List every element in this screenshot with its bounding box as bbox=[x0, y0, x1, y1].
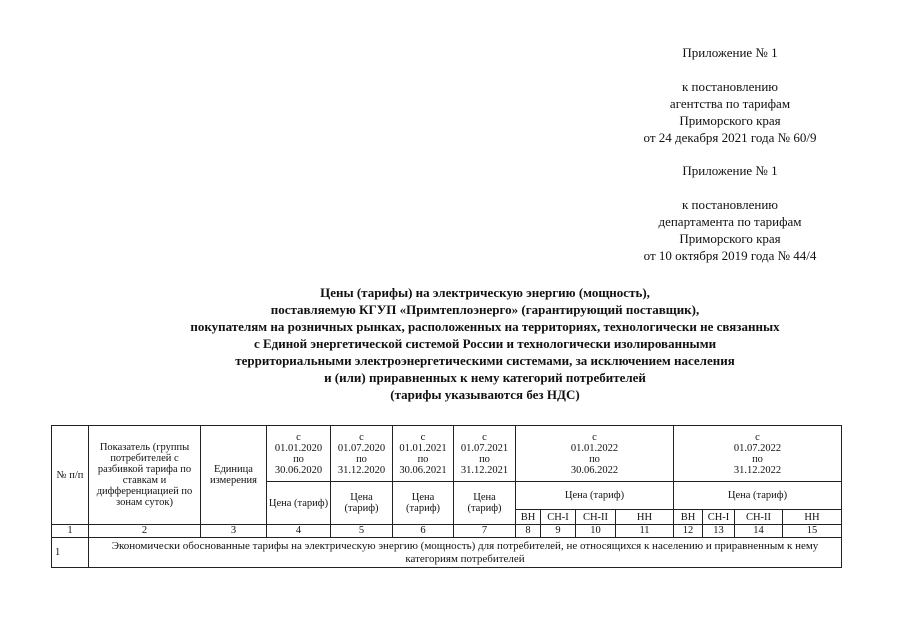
annex-previous-line1: к постановлению bbox=[681, 197, 779, 212]
period-header-wide: с 01.07.2022 по 31.12.2022 bbox=[674, 426, 842, 482]
voltage-sn2: СН-II bbox=[735, 510, 783, 525]
column-number: 3 bbox=[201, 525, 267, 538]
title-line: (тарифы указываются без НДС) bbox=[390, 387, 580, 402]
annex-previous bbox=[610, 162, 850, 264]
voltage-vn: ВН bbox=[516, 510, 541, 525]
row-number: 1 bbox=[52, 538, 89, 568]
period-header: с 01.07.2021 по 31.12.2021 bbox=[454, 426, 516, 482]
col-indicator-header: Показатель (группы потребителей с разбивкой тарифа по ставкам и дифференциацией по зонам суток) bbox=[89, 426, 201, 525]
column-number: 10 bbox=[576, 525, 616, 538]
annex-current-line1: к постановлению bbox=[681, 79, 779, 94]
period-header-wide: с 01.01.2022 по 30.06.2022 bbox=[516, 426, 674, 482]
column-number: 6 bbox=[393, 525, 454, 538]
title-line: Цены (тарифы) на электрическую энергию (мощность), bbox=[320, 285, 650, 300]
column-number: 2 bbox=[89, 525, 201, 538]
title-line: с Единой энергетической системой России и технологически изолированными bbox=[253, 336, 717, 351]
column-number: 1 bbox=[52, 525, 89, 538]
annex-previous-line4: от 10 октября 2019 года № 44/4 bbox=[643, 248, 817, 263]
annex-current bbox=[610, 44, 850, 146]
document-title bbox=[60, 284, 905, 403]
price-subheader: Цена (тариф) bbox=[267, 482, 331, 525]
column-number: 12 bbox=[674, 525, 703, 538]
col-num-header: № п/п bbox=[52, 426, 89, 525]
period-header: с 01.01.2020 по 30.06.2020 bbox=[267, 426, 331, 482]
price-subheader: Цена (тариф) bbox=[454, 482, 516, 525]
period-header: с 01.01.2021 по 30.06.2021 bbox=[393, 426, 454, 482]
column-number: 9 bbox=[541, 525, 576, 538]
price-subheader: Цена (тариф) bbox=[393, 482, 454, 525]
voltage-nn: НН bbox=[783, 510, 842, 525]
table-row bbox=[52, 538, 842, 568]
column-number: 14 bbox=[735, 525, 783, 538]
voltage-nn: НН bbox=[616, 510, 674, 525]
annex-previous-line2: департамента по тарифам bbox=[658, 214, 802, 229]
title-line: поставляемую КГУП «Примтеплоэнерго» (гарантирующий поставщик), bbox=[270, 302, 700, 317]
title-line: территориальными электроэнергетическими системами, за исключением населения bbox=[235, 353, 735, 368]
title-line: и (или) приравненных к нему категорий потребителей bbox=[324, 370, 646, 385]
annex-current-line4: от 24 декабря 2021 года № 60/9 bbox=[643, 130, 817, 145]
voltage-sn2: СН-II bbox=[576, 510, 616, 525]
row-description: Экономически обоснованные тарифы на электрическую энергию (мощность) для потребителей, не относящихся к населению и приравненным к нему категориям потребителей bbox=[89, 538, 842, 568]
column-number: 4 bbox=[267, 525, 331, 538]
annex-current-title: Приложение № 1 bbox=[682, 45, 778, 60]
tariff-table bbox=[51, 425, 842, 568]
price-subheader: Цена (тариф) bbox=[516, 482, 674, 510]
column-number: 5 bbox=[331, 525, 393, 538]
column-number: 11 bbox=[616, 525, 674, 538]
column-number: 15 bbox=[783, 525, 842, 538]
annex-current-line2: агентства по тарифам bbox=[669, 96, 791, 111]
column-number: 13 bbox=[703, 525, 735, 538]
voltage-sn1: СН-I bbox=[703, 510, 735, 525]
period-header: с 01.07.2020 по 31.12.2020 bbox=[331, 426, 393, 482]
annex-current-line3: Приморского края bbox=[679, 113, 781, 128]
col-unit-header: Единица измерения bbox=[201, 426, 267, 525]
column-number: 7 bbox=[454, 525, 516, 538]
price-subheader: Цена (тариф) bbox=[331, 482, 393, 525]
annex-previous-line3: Приморского края bbox=[679, 231, 781, 246]
price-subheader: Цена (тариф) bbox=[674, 482, 842, 510]
column-number: 8 bbox=[516, 525, 541, 538]
voltage-vn: ВН bbox=[674, 510, 703, 525]
annex-previous-title: Приложение № 1 bbox=[682, 163, 778, 178]
title-line: покупателям на розничных рынках, расположенных на территориях, технологически не связанных bbox=[190, 319, 780, 334]
voltage-sn1: СН-I bbox=[541, 510, 576, 525]
